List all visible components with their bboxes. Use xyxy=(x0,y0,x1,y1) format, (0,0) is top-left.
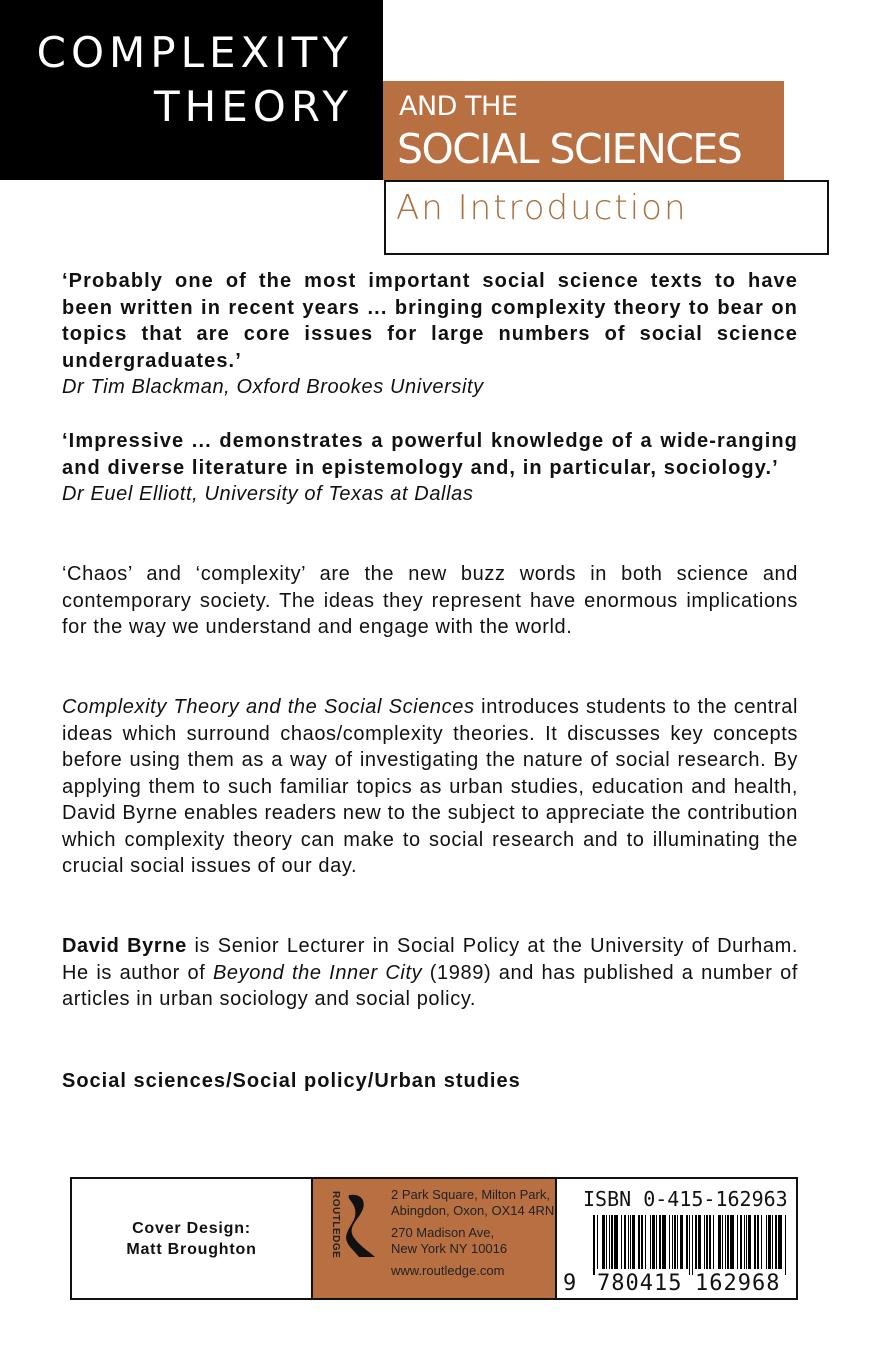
barcode-bar xyxy=(652,1215,655,1269)
barcode-bar xyxy=(614,1215,618,1269)
barcode-bar xyxy=(630,1215,631,1269)
barcode-bar xyxy=(672,1215,673,1269)
publisher-info xyxy=(313,1179,557,1298)
barcode-bar xyxy=(602,1215,605,1269)
barcode-bar xyxy=(727,1215,729,1269)
barcode-bar xyxy=(609,1215,610,1269)
quote-2 xyxy=(62,428,798,508)
barcode-bar xyxy=(748,1215,751,1269)
address-line: Abingdon, Oxon, OX14 4RN xyxy=(391,1203,555,1218)
quote-1 xyxy=(62,268,798,401)
title-block xyxy=(0,0,383,180)
barcode-bar xyxy=(632,1215,635,1269)
barcode-bar xyxy=(709,1215,711,1269)
barcode-bar xyxy=(725,1215,726,1269)
barcode-bar xyxy=(641,1215,643,1269)
barcode-bar xyxy=(744,1215,745,1269)
quote-attribution: Dr Euel Elliott, University of Texas at Dallas xyxy=(62,483,474,505)
barcode-bar xyxy=(611,1215,613,1269)
subtitle-block xyxy=(383,81,784,180)
barcode-bar xyxy=(638,1215,640,1269)
barcode-bar xyxy=(722,1215,723,1269)
barcode-bar xyxy=(624,1215,626,1269)
quote-text: ‘Impressive ... demonstrates a powerful knowledge of a wide-ranging and diverse literature in epistemology and, in particular, sociology.’ xyxy=(62,430,798,479)
title-social-sciences: SOCIAL SCIENCES xyxy=(397,125,742,173)
bio-text: (1989) and has published a number of articles in urban sociology and social policy. xyxy=(62,961,798,1010)
address-line: 270 Madison Ave, xyxy=(391,1225,495,1240)
barcode-bar xyxy=(674,1215,676,1269)
barcode-bar xyxy=(785,1215,786,1275)
barcode-bar xyxy=(695,1215,697,1269)
barcode-bar xyxy=(606,1215,607,1269)
website-link: www.routledge.com xyxy=(391,1263,505,1278)
barcode-bar xyxy=(713,1215,714,1269)
barcode-digits-left: 780415 xyxy=(597,1271,683,1296)
barcode-bar xyxy=(621,1215,622,1269)
barcode-bar xyxy=(754,1215,756,1269)
barcode-bar xyxy=(593,1215,595,1275)
subject-categories: Social sciences/Social policy/Urban studies xyxy=(62,1070,521,1092)
barcode-bar xyxy=(686,1215,688,1269)
barcode-bar xyxy=(698,1215,701,1269)
footer-box xyxy=(70,1177,798,1300)
barcode-bar xyxy=(761,1215,762,1269)
subtitle-box xyxy=(384,180,829,255)
paragraph-text: introduces students to the central ideas which surround chaos/complexity theories. It discusses key concepts before using them as a way of investigating the nature of social research. By applying them to such familiar topics as urban studies, education and health, David Byrne enables readers new to the subject to appreciate the contribution which complexity theory can make to social research and to illuminating the crucial social issues of our day. xyxy=(62,696,798,877)
barcode-bar xyxy=(737,1215,738,1269)
barcode-bar xyxy=(656,1215,657,1269)
barcode-bar xyxy=(704,1215,705,1269)
barcode-bar xyxy=(740,1215,742,1269)
barcode-bar xyxy=(757,1215,759,1269)
author-book: Beyond the Inner City xyxy=(212,961,423,984)
barcode-bar xyxy=(766,1215,767,1269)
address-line: 2 Park Square, Milton Park, xyxy=(391,1187,550,1202)
address-line: New York NY 10016 xyxy=(391,1241,508,1256)
barcode-bar xyxy=(746,1215,747,1269)
barcode-bar xyxy=(689,1215,690,1275)
title-line-complexity: COMPLEXITY xyxy=(36,28,353,77)
barcode-bar xyxy=(662,1215,666,1269)
routledge-logo: ROUTLEDGE xyxy=(330,1191,341,1259)
blurb-paragraph-2 xyxy=(62,694,798,880)
bio-text: is Senior Lecturer in Social Policy at the University of Durham. He is author of xyxy=(62,935,799,984)
barcode-bar xyxy=(680,1215,683,1269)
barcode-bar xyxy=(775,1215,777,1269)
book-title: Complexity Theory and the Social Sciences xyxy=(62,696,475,718)
barcode-bar xyxy=(628,1215,629,1269)
subtitle: An Introduction xyxy=(396,188,688,228)
barcode-bar xyxy=(659,1215,661,1269)
author-name: David Byrne xyxy=(62,935,187,957)
barcode-bar xyxy=(669,1215,670,1269)
title-and-the: AND THE xyxy=(399,91,518,122)
isbn-barcode xyxy=(557,1179,796,1298)
routledge-logo-icon xyxy=(341,1193,381,1259)
barcode-bar xyxy=(692,1215,693,1275)
title-line-theory: THEORY xyxy=(154,82,353,131)
barcode-bar xyxy=(768,1215,771,1269)
barcode-bar xyxy=(677,1215,678,1269)
quote-text: ‘Probably one of the most important social science texts to have been written in recent years ... bringing complexity theory to bear on topics that are core issues for large numbers of social science undergraduates.’ xyxy=(62,270,798,372)
barcode-bar xyxy=(650,1215,651,1269)
barcode-bar xyxy=(706,1215,708,1269)
author-bio xyxy=(62,933,798,1013)
design-label: Cover Design: xyxy=(132,1219,251,1237)
cover-design-credit xyxy=(72,1179,313,1298)
barcode-icon xyxy=(593,1215,789,1275)
barcode-bar xyxy=(778,1215,782,1269)
barcode-digits-right: 162968 xyxy=(695,1271,781,1296)
barcode-bar xyxy=(597,1215,598,1269)
blurb-paragraph-1: ‘Chaos’ and ‘complexity’ are the new buzz words in both science and contemporary society. The ideas they represent have enormous implications for the way we understand and engage with the world. xyxy=(62,563,798,638)
barcode-bar xyxy=(645,1215,646,1269)
quote-attribution: Dr Tim Blackman, Oxford Brookes University xyxy=(62,376,484,398)
isbn-text: ISBN 0-415-162963 xyxy=(583,1187,788,1211)
designer-name: Matt Broughton xyxy=(126,1240,257,1258)
barcode-bar xyxy=(730,1215,734,1269)
barcode-digit: 9 xyxy=(563,1271,577,1296)
barcode-bar xyxy=(772,1215,773,1269)
barcode-bar xyxy=(718,1215,721,1269)
